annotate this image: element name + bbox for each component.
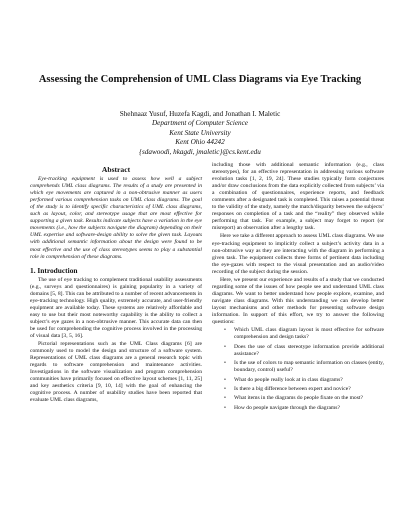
question-text: Which UML class diagram layout is most effective for software comprehension and design tasks? — [234, 327, 384, 341]
list-item — [224, 343, 384, 358]
intro-paragraph-2: Pictorial representations such as the UML Class diagrams [6] are commonly used to model the design and structure of a software system. Representations of UML class diagrams are a general research topic with regards to software comprehension and maintenance activities. Investigations in the software visualization and program comprehension communities have primarily focused on effective layout schemes [1, 11, 25] and key aesthetics criteria [9, 10, 14] with the goal of enhancing the cognitive process. A number of usability studies have been reported that evaluate UML class diagrams, — [30, 341, 202, 404]
list-item — [224, 385, 384, 393]
list-item — [224, 395, 384, 402]
list-item — [224, 360, 384, 374]
section-heading-introduction: 1. Introduction — [30, 265, 78, 275]
bullet-icon: • — [224, 360, 226, 367]
question-text: What do people really look at in class diagrams? — [234, 376, 343, 383]
bullet-icon: • — [224, 395, 226, 402]
abstract-text: Eye-tracking equipment is used to assess how well a subject comprehends UML class diagrams. The results of a study are presented in which eye movements are captured in a non-obtrusive manner as users performed various comprehension tasks on UML class diagrams. The goal of the study is to identify specific characteristics of UML class diagrams, such as layout, color, and stereotype usage that are most effective for supporting a given task. Results indicate subjects have a variation in the eye movements (i.e., how the subjects navigate the diagram) depending on their UML expertise and software-design ability to solve the given task. Layouts with additional semantic information about the design were found to be most effective and the use of class stereotypes seems to play a substantial role in comprehension of these diagrams. — [30, 176, 202, 260]
author-department: Department of Computer Science — [151, 119, 248, 128]
author-email: {sdawoodi, hkagdi, jmaletic}@cs.kent.edu — [139, 147, 261, 156]
question-text: How do people navigate through the diagrams? — [234, 404, 340, 411]
research-questions-list — [212, 327, 384, 412]
author-location: Kent Ohio 44242 — [175, 138, 225, 147]
author-names: Shehnaaz Yusuf, Huzefa Kagdi, and Jonathan I. Maletic — [119, 110, 281, 118]
bullet-icon: • — [224, 343, 226, 350]
bullet-icon: • — [224, 404, 226, 411]
list-item — [224, 376, 384, 384]
author-university: Kent State University — [169, 128, 231, 137]
question-text: What items in the diagrams do people fixate on the most? — [234, 395, 363, 402]
question-text: Is the use of colors to map semantic information on classes (entity, boundary, control) useful? — [234, 360, 384, 374]
intro-paragraph-1: The use of eye tracking to complement traditional usability assessments (e.g., surveys and questionnaires) is gaining popularity in a variety of domains [5, 8]. This can be attributed to a number of recent advancements in eye-tracking technology. High quality, extremely accurate, and user-friendly equipment are available today. These systems are relatively affordable and easy to use but their most noteworthy capability is the ability to collect a subject’s eye gazes in a non-obtrusive manner. This accurate data can then be used for comprehending the cognitive process involved in the processing of visual data [3, 5, 16]. — [30, 276, 202, 340]
question-text: Does the use of class stereotype information provide additional assistance? — [234, 343, 384, 357]
bullet-icon: • — [224, 327, 226, 334]
list-item — [224, 404, 384, 412]
bullet-icon: • — [224, 376, 226, 383]
paper-title: Assessing the Comprehension of UML Class Diagrams via Eye Tracking — [38, 74, 362, 85]
abstract-heading: Abstract — [101, 165, 131, 174]
question-text: Is there a big difference between expert and novice? — [234, 385, 351, 392]
list-item — [224, 327, 384, 341]
left-column — [30, 166, 202, 406]
right-paragraph-1: including those with additional semantic information (e.g., class stereotypes), for an effective representation in addressing various software evolution tasks [1, 2, 19, 24]. These studies typically form conjectures and/or draw conclusions from the data explicitly collected from subjects’ via a combination of questionnaires, experience reports, and feedback comments after a designated task is completed. This raises a potential threat to the validity of the study, namely the match/disparity between the subjects’ responses on completion of a task and the “reality” they observed while performing that task. For example, a subject may forget to report (or misreport) an observation after a lengthy task. — [212, 162, 384, 232]
bullet-icon: • — [224, 385, 226, 392]
author-block — [10, 110, 390, 157]
right-column — [212, 162, 384, 414]
right-paragraph-2: Here we take a different approach to assess UML class diagrams. We use eye-tracking equipment to implicitly collect a subject’s activity data in a non-obtrusive way as they are interacting with the diagram in performing a given task. The equipment collects three forms of pertinent data including the eye-gazes with respect to the visual presentation and an audio/video recording of the subject during the session. — [212, 233, 384, 275]
right-paragraph-3: Here, we present our experience and results of a study that we conducted regarding some of the issues of how people see and understand UML class diagrams. We want to better understand how people explore, examine, and navigate class diagrams. With this understanding we can develop better layout mechanisms and other methods for presenting software design information. In support of this effort, we try to answer the following questions: — [212, 276, 384, 326]
